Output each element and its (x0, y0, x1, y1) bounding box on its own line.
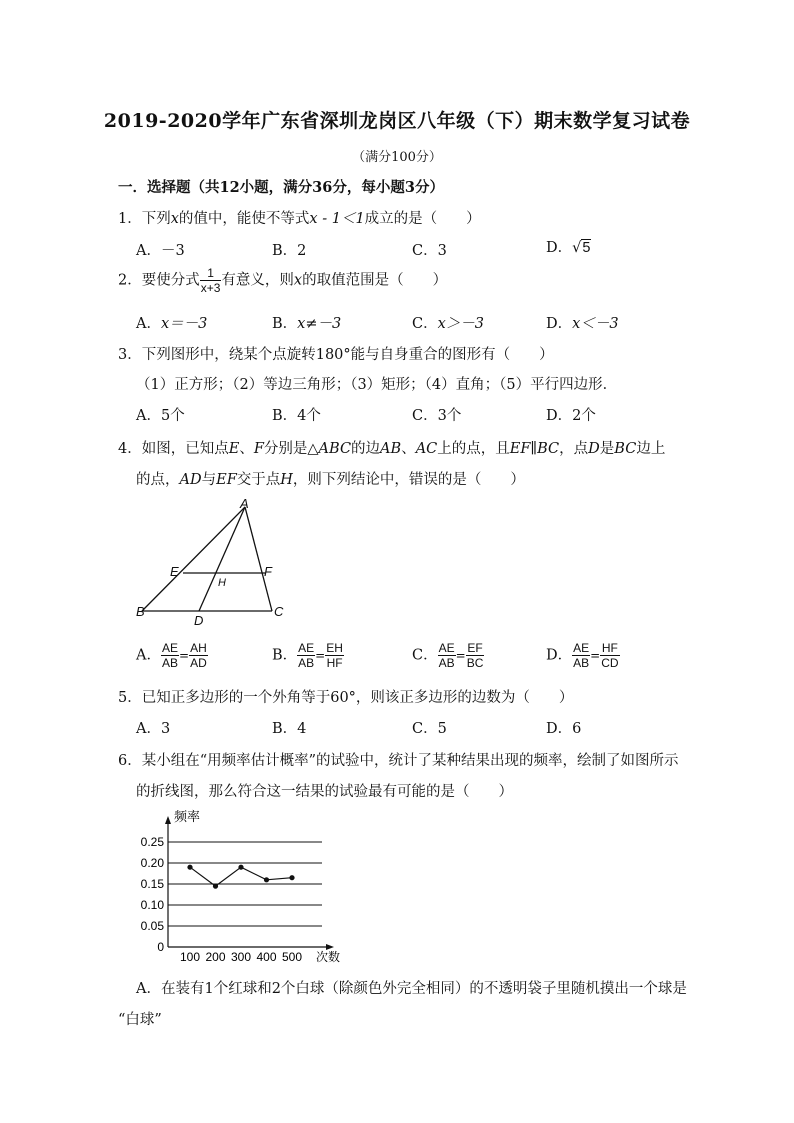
q4-l1b: 分别是△ (263, 441, 319, 457)
q4-l2a: 的点， (136, 472, 180, 488)
page-title: 2019-2020学年广东省深圳龙岗区八年级（下）期末数学复习试卷 (103, 110, 691, 132)
q1-stem-b: 的值中，能使不等式 (178, 211, 310, 227)
q2-a-expr: x＝－3 (160, 316, 208, 332)
triangle-figure (130, 495, 290, 630)
q2-b-label: B． (272, 316, 298, 332)
q2-option-d (546, 312, 619, 333)
chart-y-tick-label: 0.25 (140, 835, 164, 849)
q4-l2c: 交于点 (236, 472, 281, 488)
q3-option-a: A．5个 (136, 408, 185, 424)
q4-b-n1: AE (298, 641, 315, 655)
q4-d-d1: AB (573, 656, 590, 670)
sqrt-symbol: √5 (572, 240, 591, 256)
q1-option-d (546, 236, 591, 257)
q4-a-n2: AH (190, 641, 207, 655)
q1-stem-c: 成立的是（ ） (364, 211, 481, 227)
label-d: D (194, 613, 204, 628)
q4-c-frac2 (466, 641, 485, 670)
q4-var-h: H (280, 472, 293, 488)
q4-a-eq: = (179, 648, 190, 663)
q2-d-expr: x＜－3 (572, 316, 619, 332)
page-subtitle: （满分100分） (352, 150, 442, 165)
q4-d-eq: = (590, 648, 601, 663)
q3-option-c: C．3个 (412, 408, 462, 424)
q4-b-frac2 (325, 641, 344, 670)
chart-ylabel: 频率 (174, 809, 201, 824)
q4-d-frac1 (572, 641, 590, 670)
q4-b-frac1 (297, 641, 315, 670)
label-c: C (274, 604, 284, 619)
chart-y-tick-label: 0.05 (140, 919, 164, 933)
q4-var-f: F (253, 441, 264, 457)
q1-option-d-radicand: 5 (582, 240, 591, 256)
q4-c-n2: EF (467, 641, 483, 655)
q4-a-d1: AB (161, 656, 178, 670)
q4-var-ab: AB (380, 441, 402, 457)
q4-l1f: 是 (599, 441, 615, 457)
segment-ad (199, 507, 245, 611)
q4-b-label: B． (272, 647, 298, 664)
q4-d-n1: AE (573, 641, 590, 655)
chart-data-point (289, 875, 294, 880)
chart-xlabel: 次数 (316, 950, 341, 964)
q1-option-a: A．－3 (136, 243, 185, 259)
q2-b-expr: x≠－3 (297, 316, 342, 332)
q4-b-n2: EH (326, 641, 343, 655)
chart-series-line (190, 867, 292, 886)
q1-option-c: C．3 (412, 243, 447, 259)
q5-option-b: B．4 (272, 721, 307, 737)
q2-a-label: A． (136, 316, 161, 332)
q2-option-c (412, 312, 484, 333)
q2-stem-c: 的取值范围是（ ） (302, 272, 448, 289)
q2-d-label: D． (546, 316, 573, 332)
frequency-line-chart (130, 805, 360, 970)
q4-d-label: D． (546, 647, 573, 664)
q4-a-n1: AE (161, 641, 178, 655)
q4-a-frac2 (189, 641, 208, 670)
label-b: B (136, 604, 145, 619)
chart-y-tick-label: 0 (157, 940, 164, 954)
q4-b-eq: = (315, 648, 326, 663)
q4-l1e: ，点 (559, 441, 589, 457)
q4-a-d2: AD (190, 656, 207, 670)
q4-var-bc2: BC (614, 441, 637, 457)
q3-option-d: D．2个 (546, 408, 596, 424)
q2-stem-a: 2．要使分式 (118, 272, 200, 289)
q4-option-a (136, 641, 208, 670)
chart-y-tick-label: 0.10 (140, 898, 164, 912)
chart-data-point (187, 865, 192, 870)
q4-d-d2: CD (601, 656, 619, 670)
q3-option-b: B．4个 (272, 408, 321, 424)
q4-l1a: 4．如图，已知点 (118, 441, 229, 457)
q5-option-d: D．6 (546, 721, 582, 737)
q4-a-label: A． (136, 647, 161, 664)
q4-option-b (272, 641, 344, 670)
q4-option-d (546, 641, 620, 670)
q4-a-frac1 (161, 641, 179, 670)
q4-var-d: D (588, 441, 600, 457)
label-a: A (240, 496, 249, 511)
chart-x-tick-label: 300 (230, 950, 252, 964)
chart-data-point (264, 877, 269, 882)
q2-option-a (136, 312, 207, 333)
question-5-stem: 5．已知正多边形的一个外角等于60°，则该正多边形的边数为（ ） (118, 690, 574, 706)
chart-x-tick-label: 100 (179, 950, 201, 964)
q2-c-label: C． (412, 316, 438, 332)
chart-data-point (213, 884, 218, 889)
q4-option-c (412, 641, 484, 670)
q4-var-ac: AC (415, 441, 438, 457)
q4-var-e: E (228, 441, 240, 457)
chart-x-tick-label: 200 (205, 950, 226, 964)
q1-var: x (170, 211, 179, 227)
question-2-stem (118, 266, 447, 295)
label-f: F (264, 564, 272, 579)
question-3-stem: 3．下列图形中，绕某个点旋转180°能与自身重合的图形有（ ） (118, 347, 554, 363)
q4-l2d: ，则下列结论中，错误的是（ ） (292, 472, 525, 488)
q4-c-d1: AB (438, 656, 455, 670)
q4-c-n1: AE (438, 641, 455, 655)
label-e: E (170, 564, 179, 579)
q4-l1g: 边上 (636, 441, 666, 457)
q2-frac-num: 1 (200, 266, 222, 281)
q4-c-d2: BC (466, 656, 484, 670)
q4-sep1: 、 (239, 441, 254, 457)
q2-option-b (272, 312, 341, 333)
question-4-stem-line2 (136, 468, 525, 489)
chart-y-tick-label: 0.15 (140, 877, 164, 891)
q5-option-a: A．3 (136, 721, 171, 737)
q1-option-b: B．2 (272, 243, 307, 259)
q2-var: x (293, 272, 303, 289)
q4-var-ef2: EF (216, 472, 237, 488)
q4-b-d2: HF (326, 656, 343, 670)
q4-l1d: 上的点，且 (437, 441, 510, 457)
question-6-stem-line1: 6．某小组在“用频率估计概率”的试验中，统计了某种结果出现的频率，绘制了如图所示 (118, 753, 679, 769)
q4-c-frac1 (438, 641, 456, 670)
q3-shape-list: （1）正方形；（2）等边三角形；（3）矩形；（4）直角；（5）平行四边形． (136, 377, 618, 393)
chart-x-tick-label: 500 (281, 950, 303, 964)
q2-c-expr: x＞－3 (437, 316, 485, 332)
q6-option-a-line2: “白球” (118, 1012, 162, 1028)
q4-d-n2: HF (601, 641, 618, 655)
chart-y-arrow (165, 816, 171, 824)
segment-ab (142, 507, 245, 611)
q4-l1c: 的边 (351, 441, 381, 457)
q4-sep2: 、 (401, 441, 416, 457)
q4-b-d1: AB (298, 656, 315, 670)
q2-frac-den: x+3 (200, 281, 221, 295)
label-h: H (218, 577, 226, 589)
question-6-stem-line2: 的折线图，那么符合这一结果的试验最有可能的是（ ） (136, 784, 513, 800)
q4-var-ef: EF (509, 441, 531, 457)
chart-x-tick-label: 400 (256, 950, 277, 964)
chart-data-point (238, 865, 243, 870)
q1-expr: x - 1＜1 (309, 211, 365, 227)
chart-y-tick-label: 0.20 (140, 856, 164, 870)
q4-c-label: C． (412, 647, 438, 664)
q4-d-frac2 (600, 641, 619, 670)
question-1-stem (118, 207, 481, 228)
q4-parallel: ∥ (530, 441, 538, 457)
q1-option-d-label: D． (546, 240, 573, 256)
q4-l2b: 与 (201, 472, 217, 488)
q4-var-abc: ABC (318, 441, 352, 457)
q4-var-bc: BC (537, 441, 560, 457)
q2-fraction (200, 266, 222, 295)
q6-option-a-line1: A．在装有1个红球和2个白球（除颜色外完全相同）的不透明袋子里随机摸出一个球是 (136, 981, 687, 997)
segment-ac (245, 507, 272, 611)
q4-c-eq: = (455, 648, 466, 663)
q2-stem-b: 有意义，则 (221, 272, 294, 289)
q4-var-ad: AD (179, 472, 202, 488)
q1-stem-a: 1．下列 (118, 211, 171, 227)
question-4-stem-line1 (118, 437, 665, 458)
section-heading: 一．选择题（共12小题，满分36分，每小题3分） (118, 179, 444, 196)
q5-option-c: C．5 (412, 721, 447, 737)
